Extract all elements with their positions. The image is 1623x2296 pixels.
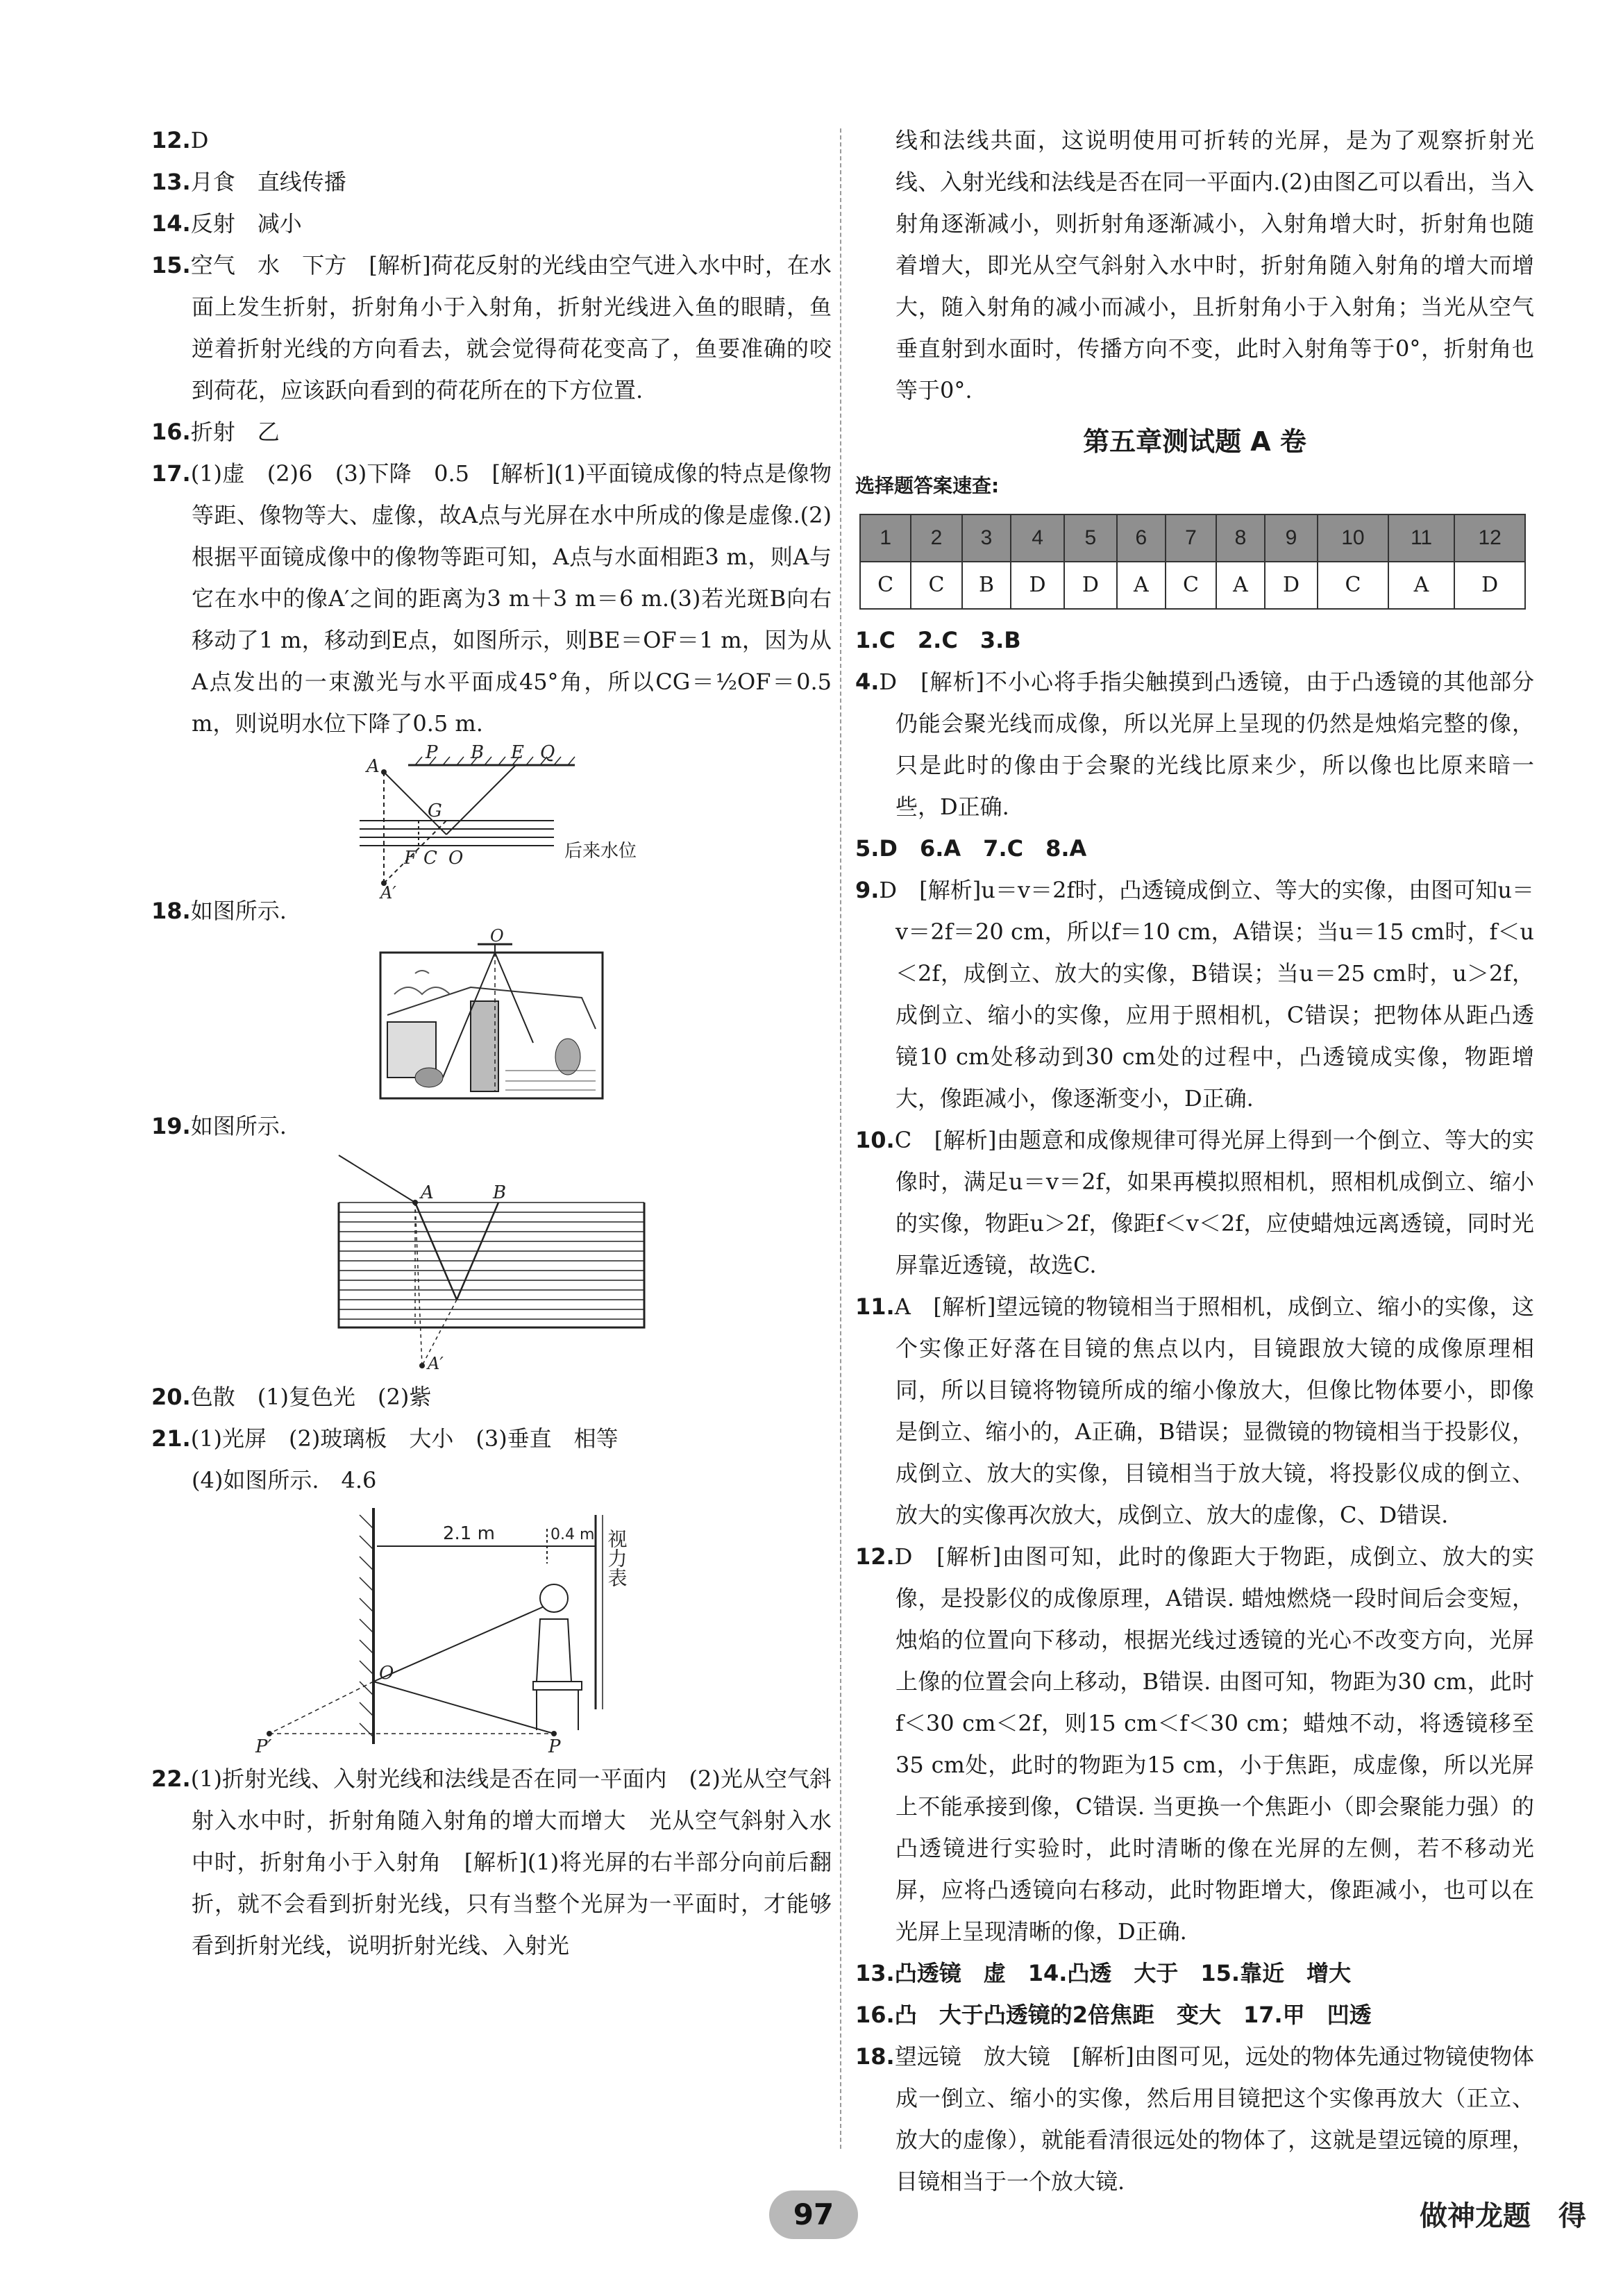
answer-cell: A	[1388, 562, 1455, 609]
label-Q: Q	[540, 742, 555, 763]
answer-13: 13.月食 直线传播	[151, 169, 346, 195]
question-number: 2	[911, 514, 961, 562]
left-column	[151, 119, 832, 1966]
answer-table-numbers	[860, 514, 1525, 562]
label-C: C	[423, 848, 437, 869]
answer-21-line2: (4)如图所示. 4.6	[192, 1467, 377, 1493]
label-B: B	[493, 1182, 507, 1203]
question-number: 9	[1265, 514, 1318, 562]
figure-18-scene	[373, 926, 609, 1105]
answer-cell: D	[1454, 562, 1525, 609]
question-number: 3	[962, 514, 1011, 562]
answer-15: 15.空气 水 下方 [解析]荷花反射的光线由空气进入水中时，在水面上发生折射，折射角小于入射角，折射光线进入鱼的眼睛，鱼逆着折射光线的方向看去，就会觉得荷花变高了，鱼要准确的咬到荷花，应该跃向看到的荷花所在的下方位置.	[151, 252, 832, 403]
answer-22: 22.(1)折射光线、入射光线和法线是否在同一平面内 (2)光从空气斜射入水中时，折射角随入射角的增大而增大 光从空气斜射入水中时，折射角小于入射角 [解析](1)将光屏的右半部分向前后翻折，就不会看到折射光线，只有当整个光屏为一平面时，才能够看到折射光线，说明折射光线、入射光	[151, 1766, 832, 1959]
label-P-image: P′	[255, 1736, 272, 1757]
answer-cell: A	[1216, 562, 1265, 609]
answers-16-17: 16.凸 大于凸透镜的2倍焦距 变大 17.甲 凹透	[855, 2002, 1372, 2028]
section-title: 第五章测试题 A 卷	[1083, 426, 1306, 457]
figure-19-refraction	[311, 1147, 672, 1376]
figure-21-eye-chart	[255, 1501, 728, 1758]
page-number: 97	[769, 2190, 858, 2239]
answer-b9: 9.D [解析]u＝v＝2f时，凸透镜成倒立、等大的实像，由图可知u＝v＝2f＝20 cm，所以f＝10 cm，A错误；当u＝15 cm时，f＜u＜2f，成倒立、放大的实像，B错误；当u＝25 cm时，u＞2f，成倒立、缩小的实像，应用于照相机，C错误；把物体从距凸透镜10 cm处移动到30 cm处的过程中，凸透镜成实像，物距增大，像距减小，像逐渐变小，D正确.	[855, 877, 1534, 1112]
label-O: O	[448, 848, 464, 869]
figure-17-water-level	[346, 742, 637, 903]
answer-cell: C	[1166, 562, 1216, 609]
label-B: B	[471, 742, 485, 763]
answer-b11: 11.A [解析]望远镜的物镜相当于照相机，成倒立、缩小的实像，这个实像正好落在目镜的焦点以内，目镜跟放大镜的成像原理相同，所以目镜将物镜所成的缩小像放大，但像比物体要小，即像是倒立、缩小的，A正确，B错误；显微镜的物镜相当于投影仪，成倒立、放大的实像，目镜相当于放大镜，将投影仪成的倒立、放大的实像再次放大，成倒立、放大的虚像，C、D错误.	[855, 1293, 1534, 1528]
answer-cell: B	[962, 562, 1011, 609]
quick-answer-label: 选择题答案速查:	[855, 474, 1000, 497]
answers-5-8: 5.D 6.A 7.C 8.A	[855, 835, 1087, 862]
answer-b10: 10.C [解析]由题意和成像规律可得光屏上得到一个倒立、等大的实像时，满足u＝v＝2f，如果再模拟照相机，照相机成倒立、缩小的实像，物距u＞2f，像距f＜v＜2f，应使蜡烛远离透镜，同时光屏靠近透镜，故选C.	[855, 1127, 1534, 1278]
label-A: A	[421, 1182, 434, 1203]
label-P: P	[426, 742, 438, 763]
answer-b4: 4.D [解析]不小心将手指尖触摸到凸透镜，由于凸透镜的其他部分仍能会聚光线而成像，所以光屏上呈现的仍然是烛焰完整的像，只是此时的像由于会聚的光线比原来少，所以像也比原来暗一些，D正确.	[855, 669, 1534, 820]
brand-slogan: 做神龙题 得	[1420, 2200, 1586, 2232]
label-eye-chart: 视力表	[605, 1529, 628, 1587]
label-F: F	[404, 848, 417, 869]
answer-cell: C	[911, 562, 961, 609]
answer-12: 12.D	[151, 127, 209, 153]
answer-table-answers	[860, 562, 1525, 609]
question-number: 6	[1117, 514, 1166, 562]
question-number: 1	[860, 514, 911, 562]
answer-cell: C	[1318, 562, 1388, 609]
question-number: 5	[1064, 514, 1117, 562]
column-divider	[840, 128, 841, 2149]
question-number: 7	[1166, 514, 1216, 562]
label-A-image: A′	[428, 1354, 444, 1373]
right-column	[855, 119, 1534, 2202]
answer-cell: D	[1011, 562, 1063, 609]
label-O: O	[379, 1663, 394, 1684]
label-G: G	[428, 801, 442, 821]
answer-21: 21.(1)光屏 (2)玻璃板 大小 (3)垂直 相等	[151, 1425, 619, 1452]
label-E: E	[511, 742, 524, 763]
question-number: 4	[1011, 514, 1063, 562]
answers-1-3: 1.C 2.C 3.B	[855, 627, 1021, 653]
answers-13-15: 13.凸透镜 虚 14.凸透 大于 15.靠近 增大	[855, 1960, 1352, 1986]
label-A: A	[367, 756, 380, 777]
answer-16: 16.折射 乙	[151, 419, 280, 445]
label-distance-2-1: 2.1 m	[443, 1523, 495, 1544]
answer-17: 17.(1)虚 (2)6 (3)下降 0.5 [解析](1)平面镜成像的特点是像物等距、像物等大、虚像，故A点与光屏在水中所成的像是虚像.(2)根据平面镜成像中的像物等距可知，A点与水面相距3 m，则A与它在水中的像A′之间的距离为3 m＋3 m＝6 m.(3)若光斑B向右移动了1 m，移动到E点，如图所示，则BE＝OF＝1 m，因为从A点发出的一束激光与水平面成45°角，所以CG＝½OF＝0.5 m，则说明水位下降了0.5 m.	[151, 460, 832, 737]
answer-b18: 18.望远镜 放大镜 [解析]由图可见，远处的物体先通过物镜使物体成一倒立、缩小的实像，然后用目镜把这个实像再放大（正立、放大的虚像），就能看清很远处的物体了，这就是望远镜的原理，目镜相当于一个放大镜.	[855, 2043, 1534, 2195]
label-O: O	[490, 926, 504, 946]
answer-cell: D	[1265, 562, 1318, 609]
answer-cell: D	[1064, 562, 1117, 609]
answer-19: 19.如图所示.	[151, 1113, 287, 1139]
question-number: 10	[1318, 514, 1388, 562]
answer-cell: C	[860, 562, 911, 609]
question-number: 11	[1388, 514, 1455, 562]
label-P: P	[548, 1736, 561, 1757]
question-number: 12	[1454, 514, 1525, 562]
answer-b12: 12.D [解析]由图可知，此时的像距大于物距，成倒立、放大的实像，是投影仪的成像原理，A错误. 蜡烛燃烧一段时间后会变短，烛焰的位置向下移动，根据光线过透镜的光心不改变方向，光屏上像的位置会向上移动，B错误. 由图可知，物距为30 cm，此时f＜30 cm＜2f，则15 cm＜f＜30 cm；蜡烛不动，将透镜移至35 cm处，此时的物距为15 cm，小于焦距，成虚像，所以光屏上不能承接到像，C错误. 当更换一个焦距小（即会聚能力强）的凸透镜进行实验时，此时清晰的像在光屏的左侧，若不移动光屏，应将凸透镜向右移动，此时物距增大，像距减小，也可以在光屏上呈现清晰的像，D正确.	[855, 1543, 1534, 1945]
label-later-water-level: 后来水位	[564, 841, 637, 862]
answer-22-continued: 线和法线共面，这说明使用可折转的光屏，是为了观察折射光线、入射光线和法线是否在同一平面内.(2)由图乙可以看出，当入射角逐渐减小，则折射角逐渐减小，入射角增大时，折射角也随着增大，即光从空气斜射入水中时，折射角随入射角的增大而增大，随入射角的减小而减小，且折射角小于入射角；当光从空气垂直射到水面时，传播方向不变，此时入射角等于0°，折射角也等于0°.	[895, 127, 1534, 403]
label-A-image: A′	[380, 883, 396, 903]
answer-cell: A	[1117, 562, 1166, 609]
answer-18: 18.如图所示.	[151, 898, 287, 924]
question-number: 8	[1216, 514, 1265, 562]
answer-table	[859, 514, 1526, 610]
label-distance-0-4: 0.4 m	[550, 1526, 595, 1543]
answer-20: 20.色散 (1)复色光 (2)紫	[151, 1384, 432, 1410]
answer-14: 14.反射 减小	[151, 210, 302, 237]
